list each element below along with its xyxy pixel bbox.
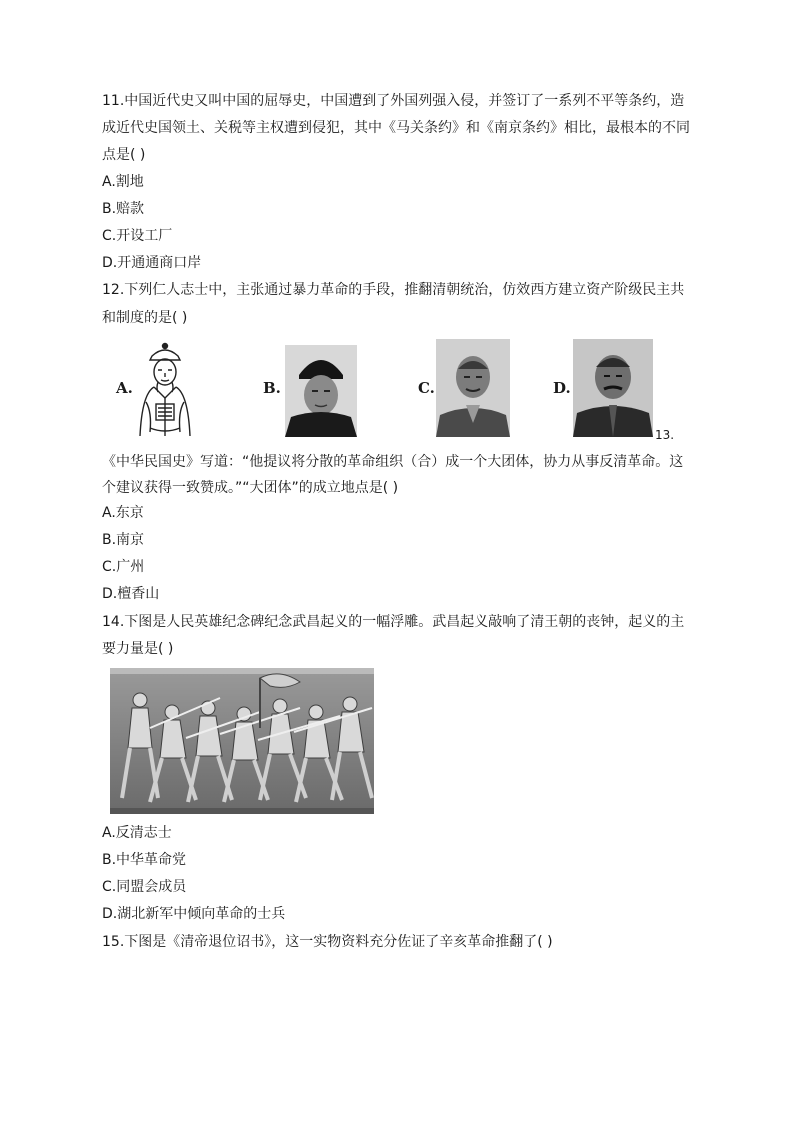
q13-option-b[interactable]: B.南京 — [102, 532, 145, 548]
q13-option-d[interactable]: D.檀香山 — [102, 586, 160, 602]
q13-stem-line-1: 《中华民国史》写道：“他提议将分散的革命组织（合）成一个大团体，协力从事反清革命。这 — [102, 454, 684, 470]
q15-stem-line-1: 15.下图是《清帝退位诏书》，这一实物资料充分佐证了辛亥革命推翻了( ) — [102, 934, 553, 950]
q12-stem-line-1: 12.下列仁人志士中，主张通过暴力革命的手段，推翻清朝统治，仿效西方建立资产阶级民主共 — [102, 282, 685, 298]
q14-option-a[interactable]: A.反清志士 — [102, 825, 172, 841]
q14-stem-line-2: 要力量是( ) — [102, 641, 174, 657]
q12-option-a-label[interactable]: A. — [116, 379, 133, 397]
relief-sculpture-icon — [110, 668, 374, 814]
sun-yat-sen-photo-icon — [573, 339, 653, 437]
q11-stem-line-3: 点是( ) — [102, 147, 146, 163]
q12-option-b-label[interactable]: B. — [263, 379, 281, 397]
q12-portrait-d[interactable] — [573, 339, 653, 437]
q14-option-b[interactable]: B.中华革命党 — [102, 852, 187, 868]
q11-stem-line-2: 成近代史国领土、关税等主权遭到侵犯，其中《马关条约》和《南京条约》相比，最根本的不同 — [102, 120, 690, 136]
q12-portrait-a[interactable] — [134, 342, 196, 437]
q14-stem-line-1: 14.下图是人民英雄纪念碑纪念武昌起义的一幅浮雕。武昌起义敲响了清王朝的丧钟，起义的主 — [102, 614, 685, 630]
qing-official-drawing-icon — [134, 342, 196, 437]
man-with-cap-photo-icon — [285, 345, 357, 437]
q13-option-a[interactable]: A.东京 — [102, 505, 144, 521]
q14-option-d[interactable]: D.湖北新军中倾向革命的士兵 — [102, 906, 286, 922]
q13-number: 13. — [655, 428, 675, 442]
q11-option-b[interactable]: B.赔款 — [102, 201, 145, 217]
q12-portrait-b[interactable] — [285, 345, 357, 437]
q11-option-d[interactable]: D.开通通商口岸 — [102, 255, 202, 271]
wuchang-uprising-relief-image — [110, 668, 374, 814]
q12-option-d-label[interactable]: D. — [553, 379, 571, 397]
q11-option-a[interactable]: A.割地 — [102, 174, 144, 190]
q14-option-c[interactable]: C.同盟会成员 — [102, 879, 187, 895]
q12-stem-line-2: 和制度的是( ) — [102, 310, 188, 326]
q13-stem-line-2: 个建议获得一致赞成。”“大团体”的成立地点是( ) — [102, 480, 399, 496]
q13-option-c[interactable]: C.广州 — [102, 559, 145, 575]
q12-option-c-label[interactable]: C. — [418, 379, 435, 397]
q12-portrait-c[interactable] — [436, 339, 510, 437]
q11-option-c[interactable]: C.开设工厂 — [102, 228, 173, 244]
man-portrait-photo-icon — [436, 339, 510, 437]
q11-stem-line-1: 11.中国近代史又叫中国的屈辱史，中国遭到了外国列强入侵，并签订了一系列不平等条约，造 — [102, 93, 685, 109]
